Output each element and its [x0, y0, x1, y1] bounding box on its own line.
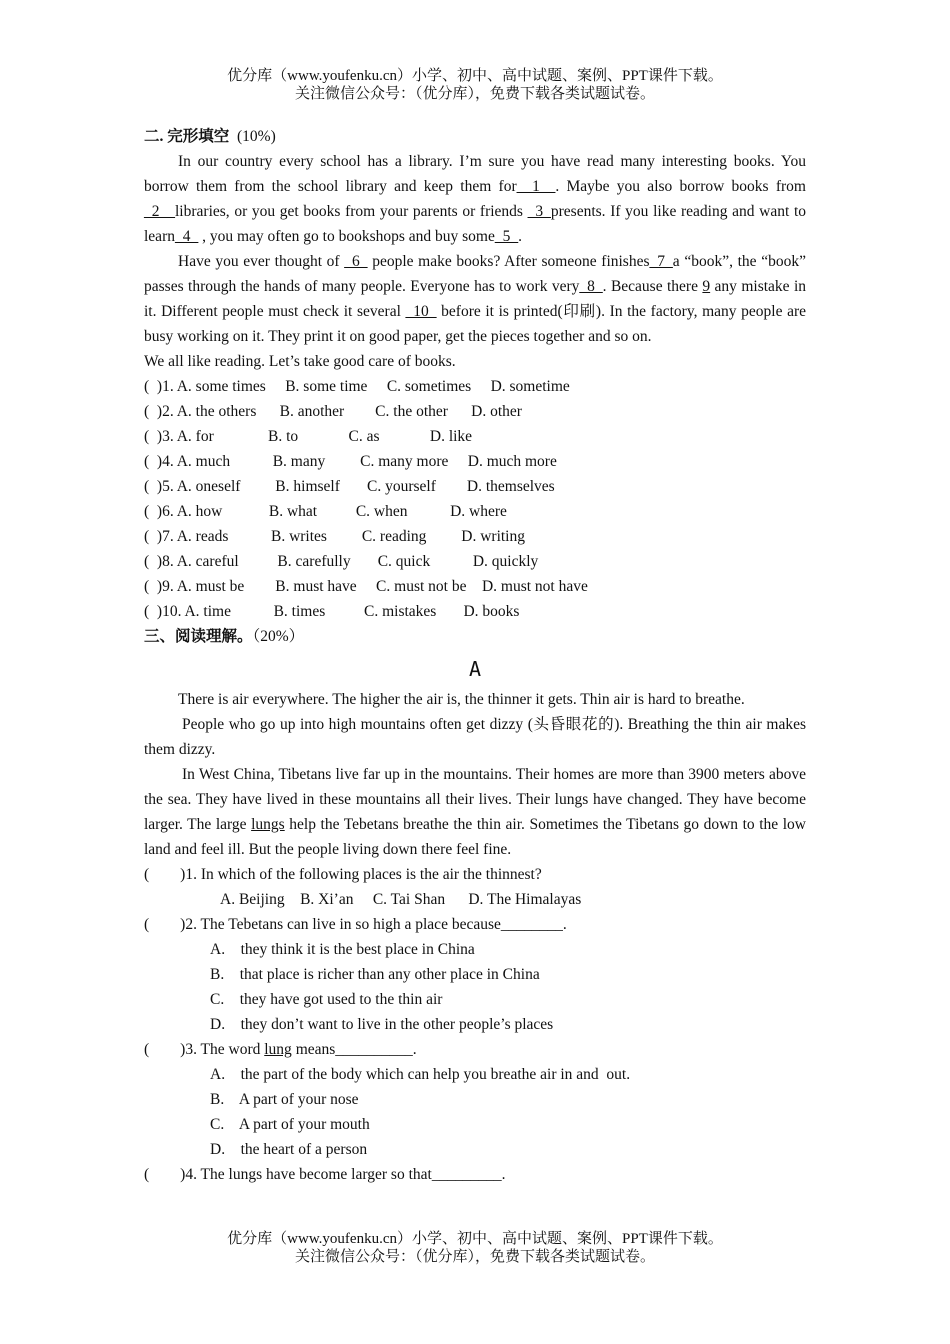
reading-question-1-options: A. Beijing B. Xi’an C. Tai Shan D. The Himalayas [220, 891, 582, 908]
page-footer [0, 1230, 950, 1266]
cloze-text: presents. If you like reading and want to learn [144, 203, 807, 245]
cloze-question: ( )1. A. some times B. some time C. sometimes D. sometime [144, 378, 570, 395]
underlined-word: lung [264, 1041, 292, 1058]
cloze-question: ( )10. A. time B. times C. mistakes D. books [144, 603, 520, 620]
cloze-question: ( )9. A. must be B. must have C. must not be D. must not have [144, 578, 588, 595]
reading-percent: （20%） [252, 628, 305, 645]
reading-title: 三、阅读理解。 [144, 628, 253, 645]
question-text: ( )3. The word [144, 1041, 265, 1058]
reading-option: C. they have got used to the thin air [210, 991, 443, 1008]
blank-6: _6_ [344, 253, 368, 270]
cloze-question: ( )8. A. careful B. carefully C. quick D. quickly [144, 553, 539, 570]
cloze-text: any mistake in it. Different people must check it several [144, 278, 807, 320]
cloze-question: ( )3. A. for B. to C. as D. like [144, 428, 473, 445]
worksheet-body [144, 124, 806, 1187]
reading-paragraph-3 [144, 762, 806, 862]
cloze-text: . Maybe you also borrow books from [555, 178, 806, 195]
reading-option: A. the part of the body which can help you breathe air in and out. [210, 1066, 631, 1083]
cloze-paragraph-1 [144, 149, 806, 249]
passage-letter: A [468, 657, 482, 681]
cloze-question: ( )4. A. much B. many C. many more D. much more [144, 453, 557, 470]
underlined-word: lungs [251, 816, 285, 833]
reading-option: B. A part of your nose [210, 1091, 359, 1108]
cloze-paragraph-3: We all like reading. Let’s take good care of books. [144, 353, 456, 370]
blank-9: 9 [702, 278, 711, 295]
blank-4: _4_ [174, 228, 199, 245]
reading-option: D. the heart of a person [210, 1141, 368, 1158]
cloze-text: . Because there [602, 278, 703, 295]
cloze-percent: (10%) [237, 128, 276, 145]
reading-paragraph-2: People who go up into high mountains often get dizzy (头昏眼花的). Breathing the thin air makes them dizzy. [144, 716, 806, 758]
reading-option: A. they think it is the best place in China [210, 941, 475, 958]
cloze-text: before it is printed(印刷). In the factory, many people are busy working on it. They print it on good paper, get the pieces together and so on. [144, 303, 807, 345]
reading-text: In West China, Tibetans live far up in the mountains. Their homes are more than 3900 meters above the sea. They have lived in these mountains all their lives. Their lungs have changed. They have become larger. The large [144, 766, 806, 833]
reading-paragraph-1: There is air everywhere. The higher the air is, the thinner it gets. Thin air is hard to breathe. [178, 691, 745, 708]
blank-10: _10_ [405, 303, 437, 320]
cloze-title: 二. 完形填空 [144, 128, 230, 145]
reading-question-2: ( )2. The Tebetans can live in so high a place because________. [144, 916, 567, 933]
reading-question-3 [144, 1037, 806, 1062]
footer-line-1: 优分库（www.youfenku.cn）小学、初中、高中试题、案例、PPT课件下载。 [227, 1231, 723, 1247]
blank-3: _3_ [527, 203, 551, 220]
page-header [0, 67, 950, 103]
reading-option: D. they don’t want to live in the other people’s places [210, 1016, 554, 1033]
reading-option: B. that place is richer than any other place in China [210, 966, 540, 983]
cloze-text: Have you ever thought of [178, 253, 345, 270]
blank-1: __1__ [516, 178, 556, 195]
blank-7: _7_ [649, 253, 673, 270]
cloze-text: . [518, 228, 522, 245]
cloze-text: In our country every school has a library. I’m sure you have read many interesting books. You borrow them from the school library and keep them for [144, 153, 806, 195]
blank-8: _8_ [579, 278, 603, 295]
blank-5: _5_ [494, 228, 519, 245]
cloze-text: libraries, or you get books from your parents or friends [175, 203, 528, 220]
reading-question-4: ( )4. The lungs have become larger so that_________. [144, 1166, 506, 1183]
blank-2: _2__ [144, 203, 175, 220]
question-text: means__________. [291, 1041, 417, 1058]
footer-line-2: 关注微信公众号：（优分库），免费下载各类试题试卷。 [294, 1249, 655, 1265]
cloze-question-list [144, 374, 806, 624]
reading-question-1: ( )1. In which of the following places is the air the thinnest? [144, 866, 542, 883]
cloze-text: , you may often go to bookshops and buy some [198, 228, 495, 245]
reading-section-title [144, 624, 806, 649]
header-line-2: 关注微信公众号：（优分库），免费下载各类试题试卷。 [294, 86, 655, 102]
cloze-section-title [144, 124, 806, 149]
cloze-question: ( )7. A. reads B. writes C. reading D. writing [144, 528, 525, 545]
header-line-1: 优分库（www.youfenku.cn）小学、初中、高中试题、案例、PPT课件下载。 [227, 68, 723, 84]
cloze-paragraph-2 [144, 249, 806, 349]
reading-option: C. A part of your mouth [210, 1116, 370, 1133]
cloze-text: people make books? After someone finishes [367, 253, 650, 270]
cloze-question: ( )2. A. the others B. another C. the other D. other [144, 403, 522, 420]
cloze-text: a “book”, the “book” passes through the hands of many people. Everyone has to work very [144, 253, 806, 295]
cloze-question: ( )5. A. oneself B. himself C. yourself D. themselves [144, 478, 555, 495]
reading-text: help the Tebetans breathe the thin air. Sometimes the Tibetans go down to the low land and feel ill. But the people living down there feel fine. [144, 816, 806, 858]
cloze-question: ( )6. A. how B. what C. when D. where [144, 503, 507, 520]
